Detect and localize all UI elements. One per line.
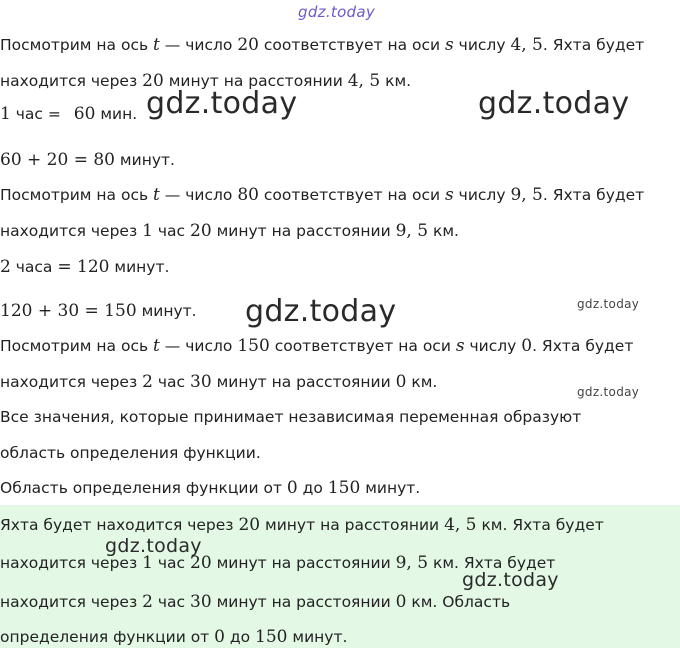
text: соответствует на оси (258, 186, 446, 204)
text: находится через (0, 222, 143, 240)
text: находится через (0, 593, 143, 611)
text: минут на расстоянии (163, 72, 348, 90)
math-number: 4, 5 (510, 35, 543, 55)
text: мин. (95, 105, 138, 123)
text: находится через (0, 373, 143, 391)
watermark-1: gdz.today (146, 86, 298, 121)
text: км. Область (406, 593, 511, 611)
math-number: 2 (142, 592, 153, 612)
watermark-3: gdz.today (245, 294, 397, 329)
text-line-6 (0, 219, 459, 243)
math-number: 80 (237, 185, 259, 205)
text: . Яхта будет (542, 186, 645, 204)
math-number: 60 (73, 104, 96, 124)
text: до (224, 628, 256, 646)
math-var: t (153, 336, 160, 356)
text: минут на расстоянии (211, 222, 396, 240)
text: Яхта будет находится через (0, 516, 239, 534)
math-number: 20 (190, 553, 212, 573)
math-number: 4, 5 (444, 515, 477, 535)
math-number: 30 (190, 372, 212, 392)
math-number: 1 (142, 553, 153, 573)
text: до (297, 479, 328, 497)
math-var: t (153, 35, 160, 55)
math-number: 0 (395, 592, 407, 612)
math-number: 9, 5 (395, 221, 429, 241)
text: область определения функции. (0, 444, 261, 462)
text-line-8 (0, 299, 197, 323)
text: час (152, 373, 190, 391)
text: часа (10, 258, 58, 276)
math-number: 20 (142, 71, 164, 91)
math-number: 20 (190, 221, 212, 241)
text: минут на расстоянии (211, 373, 396, 391)
watermark-4: gdz.today (577, 297, 640, 311)
text-line-11 (0, 405, 581, 429)
math-var: s (445, 185, 454, 205)
text: минут на расстоянии (260, 516, 445, 534)
math-number: 9, 5 (510, 185, 543, 205)
math-number: 150 (255, 627, 288, 647)
answer-line-1 (0, 513, 604, 537)
text: минут. (287, 628, 348, 646)
math-number: 150 (237, 336, 270, 356)
math-number: 20 (237, 35, 259, 55)
text: минут. (360, 479, 421, 497)
text: — число (159, 186, 238, 204)
text: определения функции от (0, 628, 215, 646)
text: числу (453, 186, 511, 204)
math-expression: = 120 (57, 257, 110, 277)
text: числу (453, 36, 511, 54)
math-var: s (455, 336, 465, 356)
math-expression: 60 + 20 = 80 (0, 150, 115, 170)
math-number: 2 (0, 257, 11, 277)
math-number: 30 (190, 592, 212, 612)
text: км. (380, 72, 412, 90)
math-number: 0 (521, 336, 533, 356)
math-number: 0 (286, 478, 298, 498)
watermark-top: gdz.today (298, 3, 376, 21)
text: Посмотрим на ось (0, 337, 154, 355)
text: Посмотрим на ось (0, 36, 154, 54)
watermark-6: gdz.today (105, 535, 202, 557)
text: час (152, 222, 190, 240)
text-line-13 (0, 476, 420, 500)
text: минут. (136, 302, 197, 320)
answer-box (0, 505, 680, 648)
answer-line-3 (0, 590, 510, 614)
text: находится через (0, 72, 143, 90)
text: соответствует на оси (258, 36, 446, 54)
math-number: 150 (327, 478, 361, 498)
text-line-10 (0, 370, 437, 394)
watermark-2: gdz.today (478, 86, 630, 121)
text: Область определения функции от (0, 479, 287, 497)
text: час (152, 593, 190, 611)
text: км. (406, 373, 438, 391)
math-var: t (153, 185, 160, 205)
text: соответствует на оси (269, 337, 456, 355)
math-number: 1 (142, 221, 153, 241)
answer-line-4 (0, 625, 347, 649)
text-line-9 (0, 334, 633, 358)
text: час = (10, 105, 66, 123)
text-line-12 (0, 441, 261, 465)
text: минут. (115, 151, 175, 169)
text: . Яхта будет (542, 36, 645, 54)
text: км. Яхта будет (476, 516, 604, 534)
text-line-5 (0, 183, 644, 207)
text-line-7 (0, 255, 169, 279)
text: — число (159, 36, 238, 54)
math-number: 1 (0, 104, 11, 124)
text-line-4 (0, 148, 175, 172)
math-number: 0 (214, 627, 225, 647)
text: — число (159, 337, 238, 355)
watermark-7: gdz.today (462, 569, 559, 591)
text: минут. (109, 258, 170, 276)
watermark-5: gdz.today (577, 385, 640, 399)
math-expression: 120 + 30 = 150 (0, 301, 137, 321)
math-number: 20 (238, 515, 261, 535)
text: Посмотрим на ось (0, 186, 154, 204)
text: Все значения, которые принимает независимая переменная образуют (0, 408, 582, 426)
math-var: s (445, 35, 454, 55)
text: км. Яхта будет (428, 554, 556, 572)
text: числу (464, 337, 522, 355)
text: . Яхта будет (532, 337, 634, 355)
math-number: 9, 5 (395, 553, 429, 573)
math-number: 4, 5 (347, 71, 381, 91)
text: минут на расстоянии (211, 593, 396, 611)
math-number: 2 (142, 372, 153, 392)
text-line-1 (0, 33, 644, 57)
text-line-3 (0, 102, 137, 126)
text: км. (428, 222, 459, 240)
math-number: 0 (395, 372, 407, 392)
text: минут на расстоянии (211, 554, 396, 572)
text: находится через (0, 554, 143, 572)
text: час (152, 554, 190, 572)
